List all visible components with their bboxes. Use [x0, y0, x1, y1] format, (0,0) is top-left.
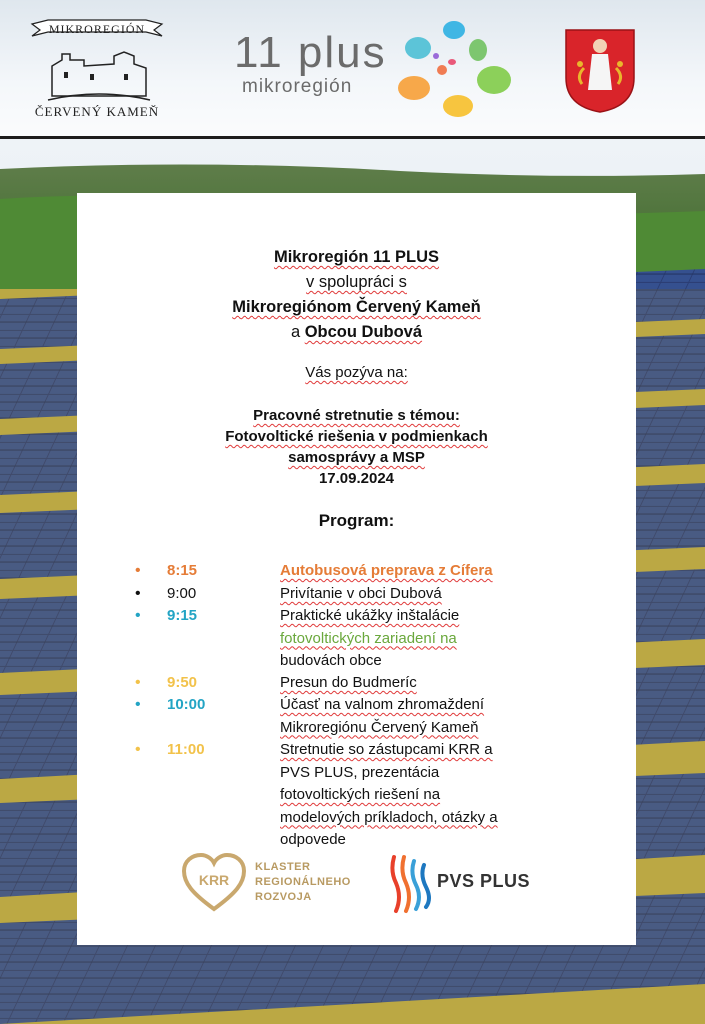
bullet-icon: •: [135, 585, 141, 602]
krr-line-3: ROZVOJA: [255, 891, 312, 903]
krr-heart-icon: [182, 853, 246, 913]
bullet-icon: •: [135, 562, 141, 579]
program-time: 9:00: [167, 585, 197, 602]
bullet-icon: •: [135, 607, 141, 624]
cerveny-kamen-name: ČERVENÝ KAMEŇ: [34, 104, 160, 119]
krr-logo-text: [255, 860, 351, 905]
krr-line-2: REGIONÁLNEHO: [255, 876, 351, 888]
header-banner: [0, 0, 705, 138]
program-description: [280, 672, 570, 695]
pvs-plus-waves-icon: [388, 853, 434, 915]
logo-mikroregion-text: mikroregión: [242, 76, 353, 97]
program-time: 9:15: [167, 607, 198, 624]
cooperation-text: [77, 271, 636, 293]
program-line: modelových príkladoch, otázky a: [280, 808, 498, 826]
program-line: odpovede: [280, 831, 346, 848]
invites-label: Vás pozýva na:: [305, 364, 408, 381]
program-line: Stretnutie so zástupcami KRR a: [280, 741, 493, 758]
krr-line-1: KLASTER: [255, 861, 311, 873]
program-time: 10:00: [167, 696, 206, 713]
program-description: [280, 694, 570, 739]
program-line: PVS PLUS, prezentácia: [280, 763, 440, 781]
organizer-title: [77, 246, 636, 268]
cooperation-label: v spolupráci s: [306, 273, 407, 291]
program-line: Účasť na valnom zhromaždení: [280, 696, 485, 713]
program-line: budovách obce: [280, 652, 382, 669]
sponsor-logos: [77, 853, 636, 923]
invitation-card: [77, 193, 636, 945]
program-line: fotovoltických zariadení na: [280, 629, 457, 647]
program-line: Praktické ukážky inštalácie: [280, 607, 460, 624]
bullet-icon: •: [135, 741, 141, 758]
colorful-circles-icon: [396, 8, 526, 118]
program-time: 11:00: [167, 741, 205, 758]
bullet-icon: •: [135, 696, 141, 713]
event-title-line-1: Pracovné stretnutie s témou:: [253, 407, 460, 424]
program-heading: Program:: [318, 511, 395, 530]
program-line: Presun do Budmeríc: [280, 674, 417, 691]
pvs-plus-name: PVS PLUS: [437, 871, 531, 891]
bullet-icon: •: [135, 674, 141, 691]
castle-icon: [44, 46, 154, 106]
krr-mark: KRR: [198, 872, 230, 888]
mikroregion-11-plus-logo: [228, 20, 528, 120]
dubova-coat-of-arms-icon: [564, 28, 636, 114]
partner-municipality: [77, 321, 636, 343]
program-description: [280, 739, 570, 852]
event-title-line-2: Fotovoltické riešenia v podmienkach: [225, 428, 488, 445]
partner-microregion: [77, 296, 636, 318]
program-description: [280, 560, 570, 583]
partner-microregion-name: Mikroregiónom Červený Kameň: [232, 298, 481, 316]
partner-municipality-name: Obcou Dubová: [304, 323, 423, 341]
event-title-line-3: samosprávy a MSP: [288, 449, 425, 466]
logo-11-plus-text: 11 plus: [234, 28, 387, 77]
program-time: 9:50: [167, 674, 198, 691]
invites-text: [77, 363, 636, 383]
cerveny-kamen-banner-text: MIKROREGIÓN: [48, 22, 146, 36]
cerveny-kamen-logo: [22, 12, 172, 122]
event-date: 17.09.2024: [318, 470, 395, 487]
event-title: [77, 405, 636, 489]
organizer-name: Mikroregión 11 PLUS: [273, 248, 440, 266]
program-description: [280, 583, 570, 606]
program-description: [280, 605, 570, 673]
partner-municipality-prefix: a: [290, 323, 305, 341]
program-line: Autobusová preprava z Cífera: [280, 562, 493, 579]
program-line: Mikroregiónu Červený Kameň: [280, 718, 479, 736]
program-line: fotovoltických riešení na: [280, 786, 441, 803]
program-time: 8:15: [167, 562, 198, 579]
program-line: Privítanie v obci Dubová: [280, 585, 442, 602]
